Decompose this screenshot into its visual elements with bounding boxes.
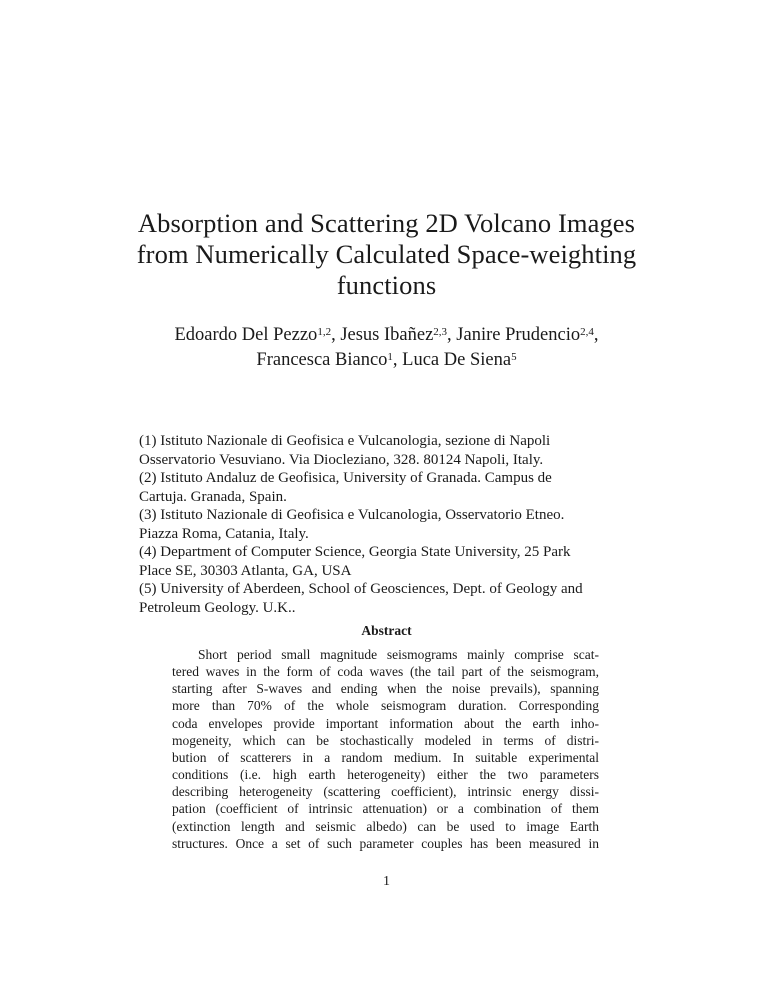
author-line <box>90 323 683 348</box>
title-line: functions <box>336 270 437 300</box>
author-name: Jesus Ibañez <box>340 325 434 345</box>
paper-title <box>100 208 673 301</box>
abstract-line: structures. Once a set of such parameter couples has been measured in <box>172 835 599 851</box>
title-line: Absorption and Scattering 2D Volcano Images <box>137 208 636 238</box>
affiliation-line: (5) University of Aberdeen, School of Geosciences, Dept. of Geology and <box>139 581 583 597</box>
abstract-line: bution of scatterers in a random medium. In suitable experimental <box>172 749 599 765</box>
author-separator: , <box>593 325 599 345</box>
affiliation-line: (1) Istituto Nazionale di Geofisica e Vulcanologia, sezione di Napoli <box>139 433 551 449</box>
abstract-line: tered waves in the form of coda waves (the tail part of the seismogram, <box>172 664 599 680</box>
abstract-line: Short period small magnitude seismograms mainly comprise scat- <box>198 647 599 662</box>
affiliation-line: (4) Department of Computer Science, Georgia State University, 25 Park <box>139 544 571 560</box>
title-line: from Numerically Calculated Space-weighting <box>136 239 637 269</box>
affiliation-line: (2) Istituto Andaluz de Geofisica, University of Granada. Campus de <box>139 470 552 486</box>
affiliation-line: Piazza Roma, Catania, Italy. <box>139 525 309 542</box>
abstract-line: conditions (i.e. high earth heterogeneity) either the two parameters <box>172 767 599 783</box>
affiliation-line: Cartuja. Granada, Spain. <box>139 488 287 505</box>
abstract-line: starting after S-waves and ending when the noise prevails), spanning <box>172 681 599 697</box>
author-separator: , <box>447 325 457 345</box>
abstract-line: coda envelopes provide important information about the earth inho- <box>172 715 599 731</box>
abstract-line: pation (coefficient of intrinsic attenuation) or a combination of them <box>172 801 599 817</box>
affiliation-line: Osservatorio Vesuviano. Via Diocleziano, 328. 80124 Napoli, Italy. <box>139 451 544 468</box>
author-name: Luca De Siena <box>402 350 512 370</box>
author-affiliation-marker: 1,2 <box>317 326 332 338</box>
author-affiliation-marker: 5 <box>511 351 517 363</box>
author-separator: , <box>392 350 403 370</box>
author-affiliation-marker: 1 <box>387 351 393 363</box>
abstract-line: more than 70% of the whole seismogram duration. Corresponding <box>172 698 599 714</box>
author-name: Janire Prudencio <box>456 325 581 345</box>
affiliation-line: Petroleum Geology. U.K.. <box>139 599 296 616</box>
author-list <box>90 323 683 373</box>
abstract-line: mogeneity, which can be stochastically modeled in terms of distri- <box>172 732 599 748</box>
affiliation-line: (3) Istituto Nazionale di Geofisica e Vulcanologia, Osservatorio Etneo. <box>139 507 565 523</box>
author-separator: , <box>331 325 341 345</box>
author-name: Edoardo Del Pezzo <box>174 325 318 345</box>
author-affiliation-marker: 2,4 <box>580 326 594 338</box>
page-number: 1 <box>383 874 390 889</box>
abstract-body <box>172 646 599 852</box>
abstract-heading: Abstract <box>361 623 412 638</box>
affiliation-line: Place SE, 30303 Atlanta, GA, USA <box>139 562 352 579</box>
author-affiliation-marker: 2,3 <box>433 326 448 338</box>
author-name: Francesca Bianco <box>256 350 388 370</box>
abstract-line: (extinction length and seismic albedo) can be used to image Earth <box>172 818 599 834</box>
abstract-line: describing heterogeneity (scattering coefficient), intrinsic energy dissi- <box>172 784 599 800</box>
author-line <box>90 348 683 373</box>
affiliations <box>139 432 634 617</box>
